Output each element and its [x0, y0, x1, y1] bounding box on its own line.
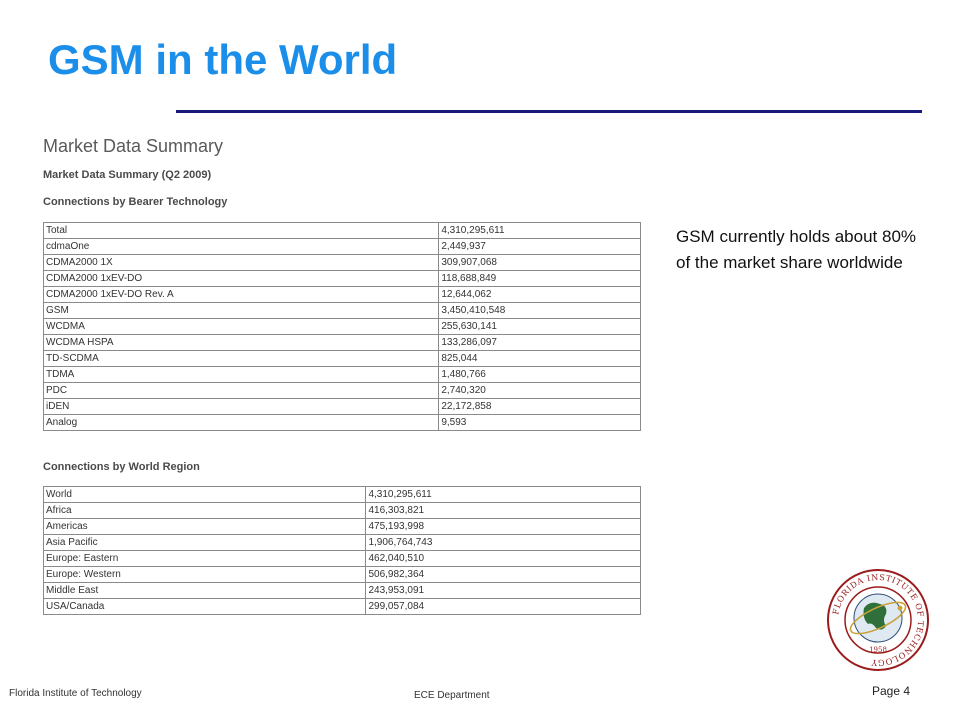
row-value: 825,044: [439, 351, 641, 367]
region-table-row: [44, 551, 641, 567]
market-share-note: GSM currently holds about 80% of the market share worldwide: [676, 227, 917, 272]
region-table-title: Connections by World Region: [43, 461, 200, 473]
bearer-table-row: [44, 303, 641, 319]
seal-year: 1958: [869, 646, 887, 654]
row-label: CDMA2000 1xEV-DO: [44, 271, 439, 287]
row-label: TD-SCDMA: [44, 351, 439, 367]
row-label: Africa: [44, 503, 366, 519]
row-label: CDMA2000 1X: [44, 255, 439, 271]
row-value: 22,172,858: [439, 399, 641, 415]
row-value: 1,480,766: [439, 367, 641, 383]
university-seal-icon: [826, 568, 930, 672]
row-label: Asia Pacific: [44, 535, 366, 551]
row-value: 255,630,141: [439, 319, 641, 335]
row-label: TDMA: [44, 367, 439, 383]
region-table-row: [44, 535, 641, 551]
bearer-table-row: [44, 287, 641, 303]
bearer-table-row: [44, 239, 641, 255]
bearer-technology-table: [43, 222, 641, 431]
row-label: World: [44, 487, 366, 503]
row-value: 2,449,937: [439, 239, 641, 255]
region-table-row: [44, 519, 641, 535]
row-value: 299,057,084: [366, 599, 641, 615]
row-label: Middle East: [44, 583, 366, 599]
row-label: cdmaOne: [44, 239, 439, 255]
bearer-table-row: [44, 415, 641, 431]
footer-department: ECE Department: [414, 690, 490, 701]
bearer-table-title: Connections by Bearer Technology: [43, 196, 228, 208]
title-rule: [176, 110, 922, 113]
bearer-table-row: [44, 367, 641, 383]
seal-ring-text: FLORIDA INSTITUTE OF TECHNOLOGY: [830, 571, 927, 669]
row-label: Europe: Western: [44, 567, 366, 583]
row-value: 12,644,062: [439, 287, 641, 303]
row-value: 9,593: [439, 415, 641, 431]
row-value: 475,193,998: [366, 519, 641, 535]
region-table-row: [44, 487, 641, 503]
row-value: 243,953,091: [366, 583, 641, 599]
market-data-subheading: Market Data Summary (Q2 2009): [43, 169, 212, 181]
row-value: 3,450,410,548: [439, 303, 641, 319]
row-label: WCDMA: [44, 319, 439, 335]
footer-institution: Florida Institute of Technology: [9, 688, 142, 699]
row-label: iDEN: [44, 399, 439, 415]
world-region-table: [43, 486, 641, 615]
slide-title: GSM in the World: [48, 36, 398, 83]
bearer-table-row: [44, 255, 641, 271]
bearer-table-row: [44, 399, 641, 415]
row-value: 4,310,295,611: [439, 223, 641, 239]
row-label: WCDMA HSPA: [44, 335, 439, 351]
row-value: 1,906,764,743: [366, 535, 641, 551]
bearer-table-row: [44, 335, 641, 351]
row-value: 118,688,849: [439, 271, 641, 287]
bearer-table-row: [44, 319, 641, 335]
bearer-table-row: [44, 271, 641, 287]
row-label: USA/Canada: [44, 599, 366, 615]
region-table-row: [44, 583, 641, 599]
row-value: 2,740,320: [439, 383, 641, 399]
row-label: PDC: [44, 383, 439, 399]
region-table-row: [44, 567, 641, 583]
row-value: 133,286,097: [439, 335, 641, 351]
row-label: Americas: [44, 519, 366, 535]
row-label: CDMA2000 1xEV-DO Rev. A: [44, 287, 439, 303]
bearer-table-row: [44, 351, 641, 367]
bearer-table-row: [44, 383, 641, 399]
row-label: GSM: [44, 303, 439, 319]
row-label: Analog: [44, 415, 439, 431]
row-label: Europe: Eastern: [44, 551, 366, 567]
region-table-row: [44, 599, 641, 615]
row-label: Total: [44, 223, 439, 239]
row-value: 4,310,295,611: [366, 487, 641, 503]
region-table-row: [44, 503, 641, 519]
row-value: 506,982,364: [366, 567, 641, 583]
row-value: 462,040,510: [366, 551, 641, 567]
row-value: 309,907,068: [439, 255, 641, 271]
page-number: Page 4: [872, 684, 911, 698]
bearer-table-row: [44, 223, 641, 239]
market-data-heading: Market Data Summary: [43, 136, 224, 156]
row-value: 416,303,821: [366, 503, 641, 519]
